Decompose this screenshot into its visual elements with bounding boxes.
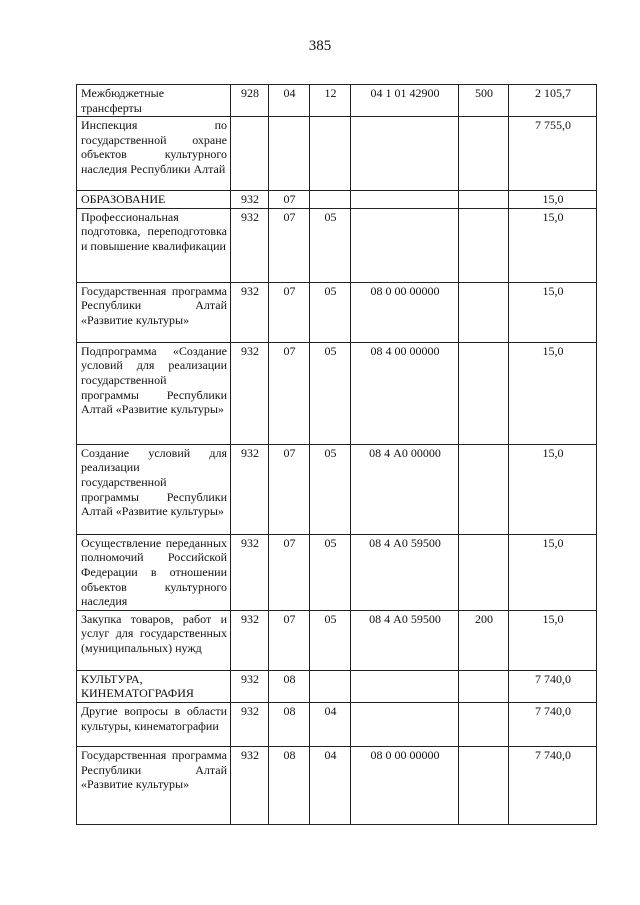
- row-name: Закупка товаров, работ и услуг для государственных (муниципальных) нужд: [77, 610, 231, 670]
- section-code: 07: [269, 610, 310, 670]
- expense-type-code: [459, 117, 509, 191]
- amount: 15,0: [509, 342, 597, 444]
- section-code: 04: [269, 85, 310, 117]
- amount: 15,0: [509, 282, 597, 342]
- table-row: [77, 534, 597, 610]
- row-name: Осуществление переданных полномочий Российской Федерации в отношении объектов культурного наследия: [77, 534, 231, 610]
- ministry-code: 932: [231, 342, 269, 444]
- budget-table: [76, 84, 597, 825]
- ministry-code: 932: [231, 746, 269, 824]
- table-row: [77, 117, 597, 191]
- section-code: 07: [269, 282, 310, 342]
- expense-type-code: [459, 208, 509, 282]
- target-code: [351, 208, 459, 282]
- row-name: Другие вопросы в области культуры, кинематографии: [77, 702, 231, 746]
- table-row: [77, 746, 597, 824]
- row-name: Инспекция по государственной охране объектов культурного наследия Республики Алтай: [77, 117, 231, 191]
- ministry-code: 932: [231, 191, 269, 209]
- ministry-code: 932: [231, 534, 269, 610]
- table-row: [77, 444, 597, 534]
- section-code: [269, 117, 310, 191]
- amount: 15,0: [509, 208, 597, 282]
- table-row: [77, 702, 597, 746]
- table-row: [77, 670, 597, 702]
- expense-type-code: [459, 534, 509, 610]
- subsection-code: 12: [310, 85, 351, 117]
- target-code: [351, 670, 459, 702]
- subsection-code: 05: [310, 610, 351, 670]
- subsection-code: [310, 670, 351, 702]
- row-name: Создание условий для реализации государственной программы Республики Алтай «Развитие культуры»: [77, 444, 231, 534]
- subsection-code: 05: [310, 534, 351, 610]
- ministry-code: 932: [231, 444, 269, 534]
- expense-type-code: [459, 746, 509, 824]
- section-code: 08: [269, 702, 310, 746]
- expense-type-code: 500: [459, 85, 509, 117]
- row-name: Государственная программа Республики Алтай «Развитие культуры»: [77, 282, 231, 342]
- target-code: 08 4 00 00000: [351, 342, 459, 444]
- table-row: [77, 282, 597, 342]
- amount: 7 740,0: [509, 746, 597, 824]
- ministry-code: 928: [231, 85, 269, 117]
- subsection-code: 04: [310, 746, 351, 824]
- section-code: 07: [269, 191, 310, 209]
- amount: 15,0: [509, 610, 597, 670]
- section-code: 08: [269, 746, 310, 824]
- amount: 2 105,7: [509, 85, 597, 117]
- row-name: ОБРАЗОВАНИЕ: [77, 191, 231, 209]
- ministry-code: 932: [231, 702, 269, 746]
- expense-type-code: 200: [459, 610, 509, 670]
- ministry-code: 932: [231, 670, 269, 702]
- section-code: 07: [269, 342, 310, 444]
- ministry-code: 932: [231, 208, 269, 282]
- section-code: 07: [269, 208, 310, 282]
- table-row: [77, 191, 597, 209]
- target-code: 08 4 А0 59500: [351, 534, 459, 610]
- subsection-code: 05: [310, 282, 351, 342]
- target-code: 08 4 А0 00000: [351, 444, 459, 534]
- amount: 15,0: [509, 191, 597, 209]
- target-code: [351, 191, 459, 209]
- ministry-code: [231, 117, 269, 191]
- expense-type-code: [459, 444, 509, 534]
- subsection-code: [310, 117, 351, 191]
- expense-type-code: [459, 670, 509, 702]
- section-code: 07: [269, 444, 310, 534]
- row-name: Государственная программа Республики Алтай «Развитие культуры»: [77, 746, 231, 824]
- amount: 15,0: [509, 444, 597, 534]
- table-row: [77, 85, 597, 117]
- section-code: 08: [269, 670, 310, 702]
- ministry-code: 932: [231, 610, 269, 670]
- table-row: [77, 342, 597, 444]
- page-number: 385: [308, 38, 332, 54]
- expense-type-code: [459, 702, 509, 746]
- subsection-code: 05: [310, 444, 351, 534]
- expense-type-code: [459, 191, 509, 209]
- expense-type-code: [459, 342, 509, 444]
- section-code: 07: [269, 534, 310, 610]
- target-code: 04 1 01 42900: [351, 85, 459, 117]
- amount: 7 740,0: [509, 702, 597, 746]
- row-name: КУЛЬТУРА, КИНЕМАТОГРАФИЯ: [77, 670, 231, 702]
- amount: 7 740,0: [509, 670, 597, 702]
- target-code: [351, 117, 459, 191]
- subsection-code: [310, 191, 351, 209]
- subsection-code: 05: [310, 208, 351, 282]
- amount: 7 755,0: [509, 117, 597, 191]
- amount: 15,0: [509, 534, 597, 610]
- target-code: [351, 702, 459, 746]
- target-code: 08 0 00 00000: [351, 282, 459, 342]
- expense-type-code: [459, 282, 509, 342]
- row-name: Профессиональная подготовка, переподготовка и повышение квалификации: [77, 208, 231, 282]
- table-row: [77, 610, 597, 670]
- ministry-code: 932: [231, 282, 269, 342]
- target-code: 08 0 00 00000: [351, 746, 459, 824]
- subsection-code: 04: [310, 702, 351, 746]
- subsection-code: 05: [310, 342, 351, 444]
- row-name: Межбюджетные трансферты: [77, 85, 231, 117]
- target-code: 08 4 А0 59500: [351, 610, 459, 670]
- row-name: Подпрограмма «Создание условий для реализации государственной программы Республики Алтай «Развитие культуры»: [77, 342, 231, 444]
- table-row: [77, 208, 597, 282]
